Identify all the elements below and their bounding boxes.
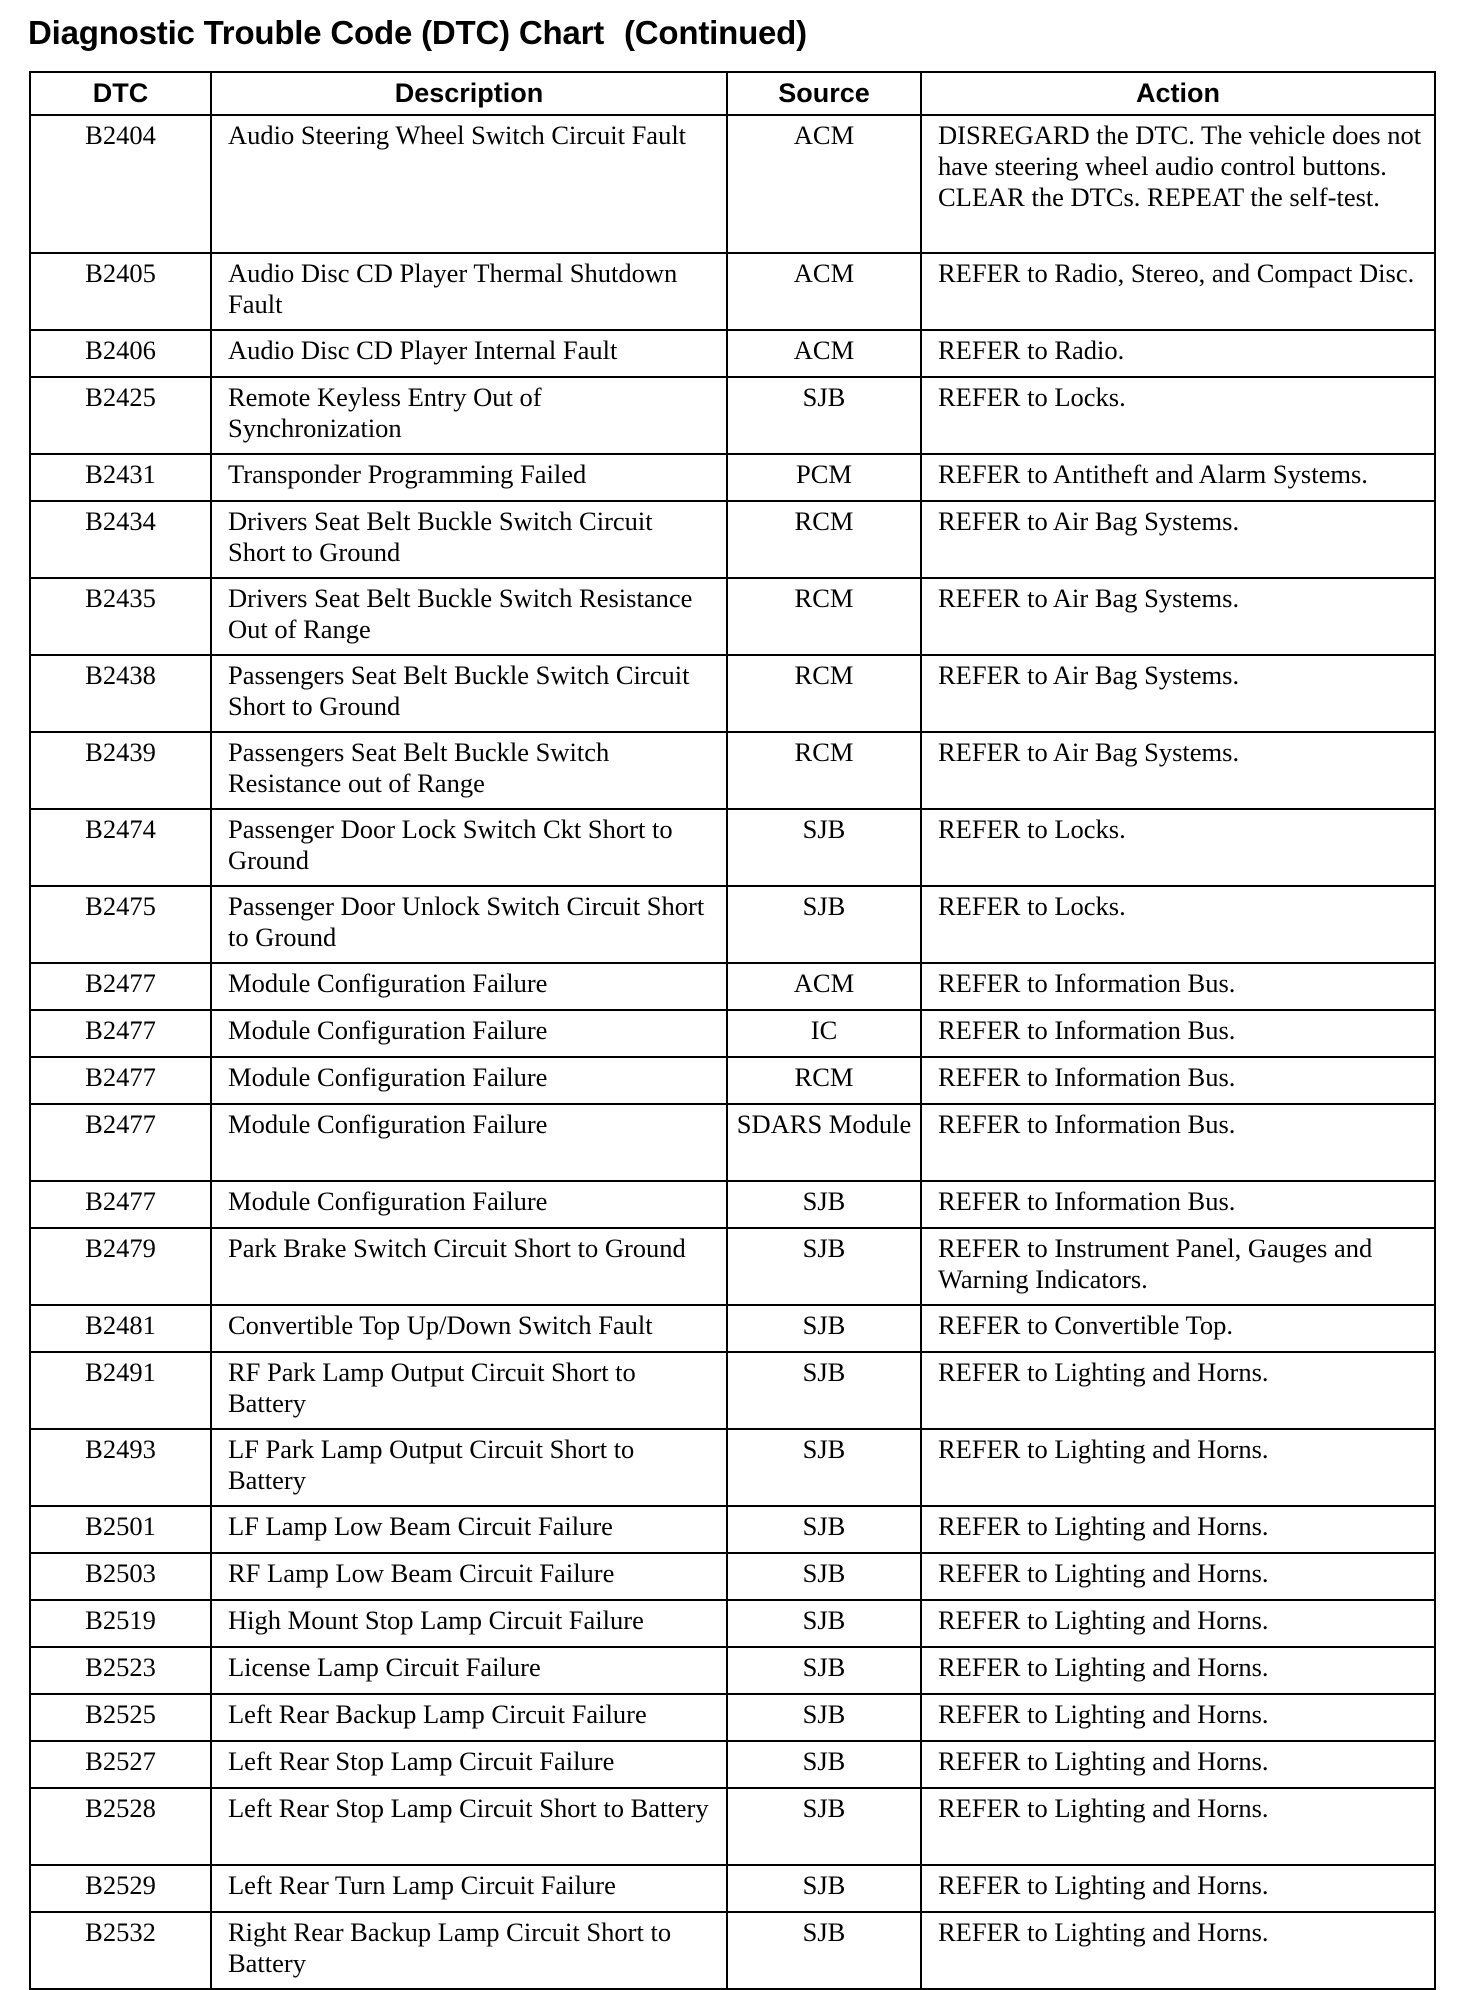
dtc-source: RCM <box>727 578 921 655</box>
dtc-action: REFER to Lighting and Horns. <box>921 1741 1435 1788</box>
table-row <box>30 253 1435 330</box>
dtc-code: B2528 <box>30 1788 211 1865</box>
dtc-code: B2439 <box>30 732 211 809</box>
dtc-code: B2475 <box>30 886 211 963</box>
dtc-code: B2501 <box>30 1506 211 1553</box>
table-row <box>30 454 1435 501</box>
table-row <box>30 1057 1435 1104</box>
dtc-source: SJB <box>727 1865 921 1912</box>
header-action: Action <box>921 72 1435 115</box>
dtc-source: ACM <box>727 963 921 1010</box>
dtc-source: SJB <box>727 1741 921 1788</box>
dtc-description: License Lamp Circuit Failure <box>211 1647 727 1694</box>
dtc-action: REFER to Locks. <box>921 886 1435 963</box>
table-row <box>30 1305 1435 1352</box>
dtc-source: SJB <box>727 886 921 963</box>
dtc-code: B2434 <box>30 501 211 578</box>
table-row <box>30 1010 1435 1057</box>
dtc-action: REFER to Lighting and Horns. <box>921 1600 1435 1647</box>
dtc-source: RCM <box>727 1057 921 1104</box>
dtc-source: SJB <box>727 1429 921 1506</box>
table-row <box>30 732 1435 809</box>
table-row <box>30 1506 1435 1553</box>
dtc-code: B2431 <box>30 454 211 501</box>
dtc-table <box>29 71 1436 1990</box>
dtc-source: SJB <box>727 1788 921 1865</box>
dtc-action: REFER to Lighting and Horns. <box>921 1694 1435 1741</box>
dtc-description: High Mount Stop Lamp Circuit Failure <box>211 1600 727 1647</box>
dtc-code: B2519 <box>30 1600 211 1647</box>
dtc-description: Module Configuration Failure <box>211 1181 727 1228</box>
dtc-code: B2477 <box>30 963 211 1010</box>
table-row <box>30 330 1435 377</box>
table-row <box>30 1694 1435 1741</box>
dtc-source: SJB <box>727 1600 921 1647</box>
dtc-description: Left Rear Backup Lamp Circuit Failure <box>211 1694 727 1741</box>
table-row <box>30 377 1435 454</box>
dtc-source: PCM <box>727 454 921 501</box>
dtc-action: REFER to Lighting and Horns. <box>921 1912 1435 1989</box>
dtc-source: RCM <box>727 501 921 578</box>
dtc-description: Module Configuration Failure <box>211 1010 727 1057</box>
dtc-source: SJB <box>727 377 921 454</box>
dtc-action: REFER to Air Bag Systems. <box>921 501 1435 578</box>
table-row <box>30 886 1435 963</box>
dtc-action: REFER to Information Bus. <box>921 1057 1435 1104</box>
dtc-action: REFER to Radio, Stereo, and Compact Disc. <box>921 253 1435 330</box>
title-main: Diagnostic Trouble Code (DTC) Chart <box>28 14 605 51</box>
dtc-action: REFER to Lighting and Horns. <box>921 1553 1435 1600</box>
dtc-action: REFER to Lighting and Horns. <box>921 1647 1435 1694</box>
table-row <box>30 1788 1435 1865</box>
dtc-description: Passenger Door Lock Switch Ckt Short to Ground <box>211 809 727 886</box>
title-suffix: (Continued) <box>624 14 807 51</box>
dtc-code: B2523 <box>30 1647 211 1694</box>
table-row <box>30 1553 1435 1600</box>
dtc-description: Park Brake Switch Circuit Short to Ground <box>211 1228 727 1305</box>
dtc-description: Drivers Seat Belt Buckle Switch Circuit Short to Ground <box>211 501 727 578</box>
table-row <box>30 578 1435 655</box>
table-row <box>30 1181 1435 1228</box>
dtc-code: B2404 <box>30 115 211 253</box>
dtc-code: B2525 <box>30 1694 211 1741</box>
table-row <box>30 1228 1435 1305</box>
dtc-code: B2438 <box>30 655 211 732</box>
dtc-source: RCM <box>727 655 921 732</box>
header-source: Source <box>727 72 921 115</box>
table-row <box>30 1429 1435 1506</box>
dtc-action: REFER to Air Bag Systems. <box>921 732 1435 809</box>
dtc-action: REFER to Lighting and Horns. <box>921 1865 1435 1912</box>
dtc-code: B2405 <box>30 253 211 330</box>
dtc-description: Passenger Door Unlock Switch Circuit Short to Ground <box>211 886 727 963</box>
dtc-code: B2491 <box>30 1352 211 1429</box>
dtc-code: B2481 <box>30 1305 211 1352</box>
dtc-action: REFER to Air Bag Systems. <box>921 578 1435 655</box>
dtc-description: Module Configuration Failure <box>211 1104 727 1181</box>
dtc-action: REFER to Information Bus. <box>921 1181 1435 1228</box>
dtc-source: RCM <box>727 732 921 809</box>
table-row <box>30 963 1435 1010</box>
table-row <box>30 1741 1435 1788</box>
dtc-source: ACM <box>727 253 921 330</box>
dtc-code: B2474 <box>30 809 211 886</box>
dtc-description: Convertible Top Up/Down Switch Fault <box>211 1305 727 1352</box>
dtc-code: B2477 <box>30 1057 211 1104</box>
dtc-source: SJB <box>727 1647 921 1694</box>
dtc-source: SJB <box>727 1694 921 1741</box>
table-row <box>30 115 1435 253</box>
dtc-description: Left Rear Turn Lamp Circuit Failure <box>211 1865 727 1912</box>
dtc-code: B2477 <box>30 1104 211 1181</box>
dtc-code: B2493 <box>30 1429 211 1506</box>
dtc-description: Left Rear Stop Lamp Circuit Failure <box>211 1741 727 1788</box>
dtc-source: SJB <box>727 1352 921 1429</box>
dtc-action: REFER to Information Bus. <box>921 1104 1435 1181</box>
table-row <box>30 1352 1435 1429</box>
dtc-code: B2425 <box>30 377 211 454</box>
table-row <box>30 809 1435 886</box>
dtc-description: Audio Disc CD Player Internal Fault <box>211 330 727 377</box>
dtc-action: REFER to Locks. <box>921 377 1435 454</box>
dtc-description: Audio Disc CD Player Thermal Shutdown Fault <box>211 253 727 330</box>
dtc-description: Module Configuration Failure <box>211 963 727 1010</box>
dtc-description: Module Configuration Failure <box>211 1057 727 1104</box>
dtc-description: LF Lamp Low Beam Circuit Failure <box>211 1506 727 1553</box>
dtc-action: REFER to Air Bag Systems. <box>921 655 1435 732</box>
dtc-action: REFER to Radio. <box>921 330 1435 377</box>
dtc-description: Remote Keyless Entry Out of Synchronization <box>211 377 727 454</box>
dtc-code: B2406 <box>30 330 211 377</box>
dtc-code: B2503 <box>30 1553 211 1600</box>
dtc-description: Passengers Seat Belt Buckle Switch Circuit Short to Ground <box>211 655 727 732</box>
dtc-source: ACM <box>727 115 921 253</box>
dtc-description: Transponder Programming Failed <box>211 454 727 501</box>
dtc-action: REFER to Convertible Top. <box>921 1305 1435 1352</box>
dtc-description: Left Rear Stop Lamp Circuit Short to Battery <box>211 1788 727 1865</box>
dtc-source: SJB <box>727 1912 921 1989</box>
dtc-source: SJB <box>727 1181 921 1228</box>
dtc-action: REFER to Lighting and Horns. <box>921 1352 1435 1429</box>
dtc-action: DISREGARD the DTC. The vehicle does not have steering wheel audio control buttons. CLEAR the DTCs. REPEAT the self-test. <box>921 115 1435 253</box>
dtc-code: B2479 <box>30 1228 211 1305</box>
dtc-action: REFER to Lighting and Horns. <box>921 1788 1435 1865</box>
dtc-code: B2527 <box>30 1741 211 1788</box>
header-row <box>30 72 1435 115</box>
dtc-source: IC <box>727 1010 921 1057</box>
dtc-source: SJB <box>727 1305 921 1352</box>
dtc-action: REFER to Information Bus. <box>921 963 1435 1010</box>
dtc-description: Right Rear Backup Lamp Circuit Short to Battery <box>211 1912 727 1989</box>
dtc-code: B2529 <box>30 1865 211 1912</box>
dtc-code: B2435 <box>30 578 211 655</box>
dtc-source: SDARS Module <box>727 1104 921 1181</box>
dtc-action: REFER to Information Bus. <box>921 1010 1435 1057</box>
dtc-code: B2477 <box>30 1010 211 1057</box>
dtc-description: LF Park Lamp Output Circuit Short to Battery <box>211 1429 727 1506</box>
dtc-description: RF Lamp Low Beam Circuit Failure <box>211 1553 727 1600</box>
header-dtc: DTC <box>30 72 211 115</box>
dtc-description: Audio Steering Wheel Switch Circuit Fault <box>211 115 727 253</box>
dtc-action: REFER to Lighting and Horns. <box>921 1429 1435 1506</box>
table-row <box>30 501 1435 578</box>
table-row <box>30 655 1435 732</box>
dtc-code: B2477 <box>30 1181 211 1228</box>
dtc-action: REFER to Lighting and Horns. <box>921 1506 1435 1553</box>
dtc-description: Passengers Seat Belt Buckle Switch Resistance out of Range <box>211 732 727 809</box>
dtc-code: B2532 <box>30 1912 211 1989</box>
dtc-action: REFER to Locks. <box>921 809 1435 886</box>
table-row <box>30 1104 1435 1181</box>
header-description: Description <box>211 72 727 115</box>
dtc-action: REFER to Instrument Panel, Gauges and Warning Indicators. <box>921 1228 1435 1305</box>
dtc-description: RF Park Lamp Output Circuit Short to Battery <box>211 1352 727 1429</box>
table-row <box>30 1865 1435 1912</box>
dtc-description: Drivers Seat Belt Buckle Switch Resistance Out of Range <box>211 578 727 655</box>
table-row <box>30 1912 1435 1989</box>
table-row <box>30 1600 1435 1647</box>
dtc-source: ACM <box>727 330 921 377</box>
dtc-source: SJB <box>727 1506 921 1553</box>
dtc-source: SJB <box>727 1553 921 1600</box>
dtc-action: REFER to Antitheft and Alarm Systems. <box>921 454 1435 501</box>
table-row <box>30 1647 1435 1694</box>
page-title <box>28 8 807 58</box>
dtc-source: SJB <box>727 809 921 886</box>
dtc-source: SJB <box>727 1228 921 1305</box>
